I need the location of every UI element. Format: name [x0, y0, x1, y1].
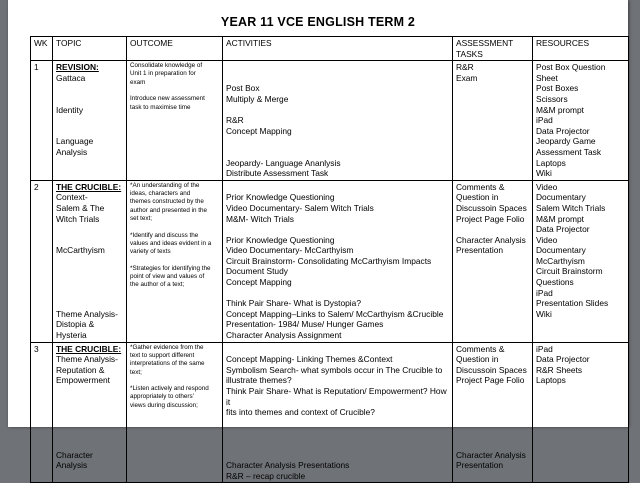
blank-line: [56, 298, 123, 309]
activities-cell: [223, 342, 453, 483]
cell-line: Jeopardy- Language Ananlysis: [226, 157, 341, 168]
cell-line: Presentation Slides: [536, 298, 609, 309]
week-cell: 3: [31, 342, 53, 483]
table-header-row: [31, 37, 629, 61]
blank-line: [456, 386, 529, 397]
topic-lines: [56, 354, 123, 471]
cell-line: R&R Sheets: [536, 364, 583, 375]
blank-line: [456, 407, 529, 418]
cell-line: the author of a text;: [130, 281, 185, 289]
topic-cell: [53, 342, 127, 483]
cell-line: author and presented in the: [130, 206, 208, 214]
resources-cell: [533, 180, 629, 342]
blank-line: [456, 397, 529, 408]
assessment-lines: [456, 62, 529, 83]
activities-cell: [223, 61, 453, 181]
assessment-cell: [453, 180, 533, 342]
activities-lines: [226, 62, 449, 179]
activities-lines: [226, 344, 449, 482]
cell-line: Video: [536, 234, 558, 245]
cell-line: M&M- Witch Trials: [226, 213, 294, 224]
assessment-lines: [456, 182, 529, 256]
cell-line: Analysis: [56, 460, 88, 471]
cell-line: Video: [536, 181, 558, 192]
outcome-lines: [130, 344, 219, 410]
topic-heading: REVISION:: [56, 62, 99, 73]
cell-line: R&R: [456, 62, 474, 73]
blank-line: [226, 428, 449, 439]
cell-line: Symbolism Search- what symbols occur in The Crucible to: [226, 364, 443, 375]
cell-line: *Identify and discuss the: [130, 231, 199, 239]
assessment-lines: [456, 344, 529, 471]
cell-line: Think Pair Share- What is Dystopia?: [226, 298, 361, 309]
cell-line: text;: [130, 368, 142, 376]
cell-line: Data Projector: [536, 224, 590, 235]
header-wk: WK: [31, 37, 53, 61]
cell-line: *An understanding of the: [130, 181, 200, 189]
activities-cell: [223, 180, 453, 342]
cell-line: Data Projector: [536, 125, 590, 136]
blank-line: [56, 428, 123, 439]
blank-line: [56, 83, 123, 94]
topic-cell: [53, 180, 127, 342]
header-activities: ACTIVITIES: [223, 37, 453, 61]
week-cell: 2: [31, 180, 53, 342]
table-row: [31, 180, 629, 342]
cell-line: Document Study: [226, 266, 288, 277]
cell-line: views during discussion;: [130, 401, 198, 409]
header-topic: TOPIC: [53, 37, 127, 61]
activities-lines: [226, 182, 449, 341]
cell-line: Project Page Folio: [456, 213, 525, 224]
blank-line: [56, 386, 123, 397]
cell-line: McCarthyism: [536, 255, 585, 266]
blank-line: [56, 439, 123, 450]
blank-line: [130, 256, 219, 264]
cell-line: Comments &: [456, 181, 505, 192]
blank-line: [226, 288, 449, 299]
cell-line: set text;: [130, 214, 153, 222]
cell-line: Character Analysis: [456, 449, 526, 460]
term-plan-table: [30, 36, 629, 483]
blank-line: [56, 266, 123, 277]
blank-line: [56, 277, 123, 288]
cell-line: *Gather evidence from the: [130, 343, 204, 351]
cell-line: Wiki: [536, 308, 552, 319]
assessment-cell: [453, 342, 533, 483]
cell-line: M&M prompt: [536, 104, 584, 115]
assessment-cell: [453, 61, 533, 181]
blank-line: [226, 439, 449, 450]
blank-line: [130, 377, 219, 385]
cell-line: Salem Witch Trials: [536, 202, 606, 213]
cell-line: ideas, characters and: [130, 190, 191, 198]
cell-line: Reputation &: [56, 364, 105, 375]
cell-line: iPad: [536, 115, 553, 126]
cell-line: Concept Mapping- Linking Themes &Context: [226, 354, 393, 365]
blank-line: [456, 418, 529, 429]
cell-line: Comments &: [456, 343, 505, 354]
cell-line: Question in: [456, 192, 499, 203]
blank-line: [226, 105, 449, 116]
cell-line: Jeopardy Game: [536, 136, 596, 147]
cell-line: point of view and values of: [130, 272, 205, 280]
cell-line: Prior Knowledge Questioning: [226, 192, 335, 203]
cell-line: values and ideas evident in a: [130, 239, 212, 247]
blank-line: [226, 418, 449, 429]
outcome-cell: [127, 180, 223, 342]
cell-line: iPad: [536, 343, 553, 354]
cell-line: Context-: [56, 192, 88, 203]
cell-line: Documentary: [536, 245, 586, 256]
blank-line: [226, 224, 449, 235]
document-title: YEAR 11 VCE ENGLISH TERM 2: [220, 15, 416, 29]
cell-line: interpretations of the same: [130, 360, 205, 368]
cell-line: Empowerment: [56, 375, 110, 386]
blank-line: [456, 224, 529, 235]
cell-line: Identity: [56, 104, 84, 115]
cell-line: M&M prompt: [536, 213, 584, 224]
cell-line: Post Box: [226, 83, 260, 94]
topic-lines: [56, 73, 123, 158]
cell-line: Discussoin Spaces: [456, 364, 527, 375]
cell-line: Consolidate knowledge of: [130, 62, 203, 70]
cell-line: Salem & The: [56, 202, 105, 213]
blank-line: [56, 235, 123, 246]
cell-line: iPad: [536, 287, 553, 298]
header-resources: RESOURCES: [533, 37, 629, 61]
cell-line: exam: [130, 78, 146, 86]
topic-heading: THE CRUCIBLE:: [56, 343, 122, 354]
cell-line: Post Box Question: [536, 62, 606, 73]
cell-line: R&R: [226, 115, 244, 126]
cell-line: Presentation: [456, 245, 504, 256]
cell-line: Concept Mapping: [226, 277, 292, 288]
blank-line: [226, 450, 449, 461]
resources-cell: [533, 61, 629, 181]
header-outcome: OUTCOME: [127, 37, 223, 61]
cell-line: *Listen actively and respond: [130, 385, 209, 393]
cell-line: illustrate themes?: [226, 375, 292, 386]
cell-line: R&R – recap crucible: [226, 470, 306, 481]
resources-lines: [536, 344, 625, 386]
cell-line: Multiply & Merge: [226, 93, 289, 104]
cell-line: themes constructed by the: [130, 198, 204, 206]
blank-line: [56, 418, 123, 429]
blank-line: [56, 288, 123, 299]
blank-line: [56, 94, 123, 105]
blank-line: [56, 224, 123, 235]
cell-line: Data Projector: [536, 354, 590, 365]
cell-line: Distribute Assessment Task: [226, 168, 329, 179]
cell-line: Laptops: [536, 375, 566, 386]
cell-line: Wiki: [536, 168, 552, 179]
blank-line: [130, 87, 219, 95]
document-page: [8, 0, 628, 481]
blank-line: [226, 136, 449, 147]
cell-line: Sheet: [536, 72, 558, 83]
cell-line: Distopia &: [56, 319, 95, 330]
cell-line: Introduce new assessment: [130, 95, 205, 103]
cell-line: Post Boxes: [536, 83, 579, 94]
outcome-lines: [130, 62, 219, 112]
cell-line: Question in: [456, 354, 499, 365]
cell-line: *Strategies for identifying the: [130, 264, 211, 272]
cell-line: Analysis: [56, 146, 88, 157]
cell-line: Video Documentary- Salem Witch Trials: [226, 202, 374, 213]
cell-line: Character: [56, 449, 93, 460]
cell-line: Character Analysis Presentations: [226, 460, 350, 471]
header-assessment-tasks: ASSESSMENT TASKS: [453, 37, 533, 61]
cell-line: Witch Trials: [56, 213, 100, 224]
week-cell: 1: [31, 61, 53, 181]
cell-line: Theme Analysis-: [56, 308, 118, 319]
topic-heading: THE CRUCIBLE:: [56, 181, 122, 192]
blank-line: [130, 223, 219, 231]
cell-line: Unit 1 in preparation for: [130, 70, 196, 78]
cell-line: Concept Mapping: [226, 125, 292, 136]
resources-lines: [536, 62, 625, 179]
blank-line: [226, 62, 449, 73]
blank-line: [56, 126, 123, 137]
resources-cell: [533, 342, 629, 483]
cell-line: Presentation: [456, 460, 504, 471]
blank-line: [56, 256, 123, 267]
table-row: [31, 61, 629, 181]
cell-line: Concept Mapping–Links to Salem/ McCarthyism &Crucible: [226, 308, 444, 319]
cell-line: variety of texts: [130, 248, 171, 256]
cell-line: Scissors: [536, 93, 568, 104]
cell-line: Project Page Folio: [456, 375, 525, 386]
cell-line: Exam: [456, 72, 478, 83]
cell-line: Character Analysis Assignment: [226, 330, 342, 341]
blank-line: [226, 147, 449, 158]
table-row: [31, 342, 629, 483]
cell-line: Presentation- 1984/ Muse/ Hunger Games: [226, 319, 384, 330]
topic-cell: [53, 61, 127, 181]
cell-line: Laptops: [536, 157, 566, 168]
cell-line: fits into themes and context of Crucible?: [226, 407, 375, 418]
cell-line: Theme Analysis-: [56, 354, 118, 365]
cell-line: Assessment Task: [536, 146, 602, 157]
cell-line: Gattaca: [56, 72, 86, 83]
cell-line: Prior Knowledge Questioning: [226, 234, 335, 245]
cell-line: appropriately to others': [130, 393, 194, 401]
outcome-cell: [127, 61, 223, 181]
cell-line: Character Analysis: [456, 234, 526, 245]
blank-line: [456, 439, 529, 450]
resources-lines: [536, 182, 625, 320]
cell-line: task to maximise time: [130, 103, 191, 111]
blank-line: [56, 407, 123, 418]
cell-line: Language: [56, 136, 94, 147]
cell-line: Documentary: [536, 192, 586, 203]
blank-line: [56, 115, 123, 126]
cell-line: Hysteria: [56, 330, 87, 341]
cell-line: McCarthyism: [56, 245, 105, 256]
blank-line: [56, 397, 123, 408]
blank-line: [456, 428, 529, 439]
cell-line: text to support different: [130, 351, 195, 359]
cell-line: Circuit Brainstorm: [536, 266, 603, 277]
cell-line: Video Documentary- McCarthyism: [226, 245, 354, 256]
cell-line: Circuit Brainstorm- Consolidating McCarthyism Impacts: [226, 255, 432, 266]
blank-line: [226, 182, 449, 193]
topic-lines: [56, 192, 123, 340]
outcome-cell: [127, 342, 223, 483]
blank-line: [226, 73, 449, 84]
cell-line: Questions: [536, 277, 574, 288]
cell-line: Discussoin Spaces: [456, 202, 527, 213]
blank-line: [226, 344, 449, 355]
cell-line: Think Pair Share- What is Reputation/ Empowerment? How it: [226, 386, 447, 407]
outcome-lines: [130, 182, 219, 290]
